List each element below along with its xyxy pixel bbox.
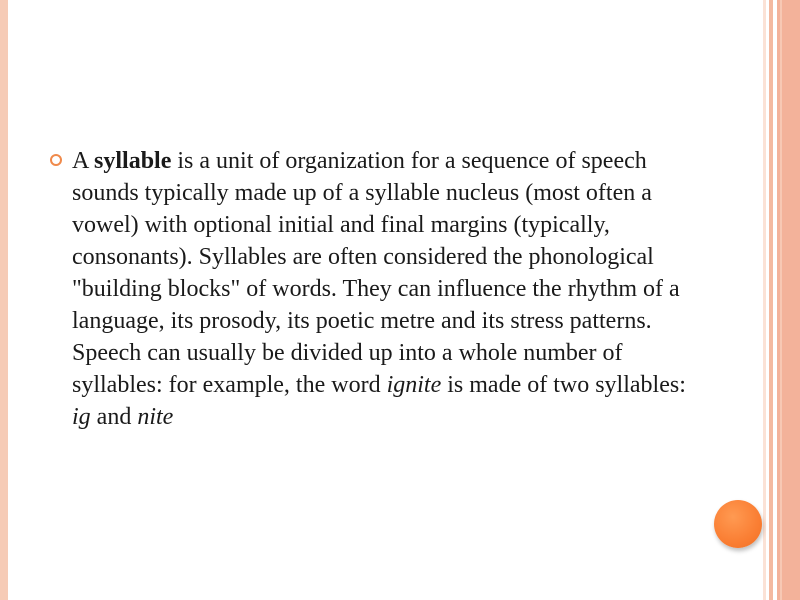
term-syllable: syllable: [94, 148, 172, 174]
orange-circle-decoration: [714, 500, 762, 548]
bullet-list: [50, 145, 710, 433]
text-segment: A: [72, 148, 95, 174]
example-word: ignite: [386, 372, 442, 398]
syllable-part-2: nite: [137, 404, 174, 430]
text-segment: and: [90, 404, 138, 430]
left-border-decoration: [0, 0, 8, 600]
syllable-definition-paragraph: [50, 145, 710, 433]
syllable-part-1: ig: [72, 404, 91, 430]
text-segment: is made of two syllables:: [441, 372, 686, 398]
text-segment: is a unit of organization for a sequence of speech sounds typically made up of a syllable nucleus (most often a vowel) with optional initial and final margins (typically, consonants). Syllables are often considered the phonological "building blocks" of words. They can influence the rhythm of a language, its prosody, its poetic metre and its stress patterns. Speech can usually be divided up into a whole number of syllables: for example, the word: [72, 148, 680, 398]
right-border-stripe: [780, 0, 782, 600]
bullet-circle-icon: [50, 154, 62, 166]
